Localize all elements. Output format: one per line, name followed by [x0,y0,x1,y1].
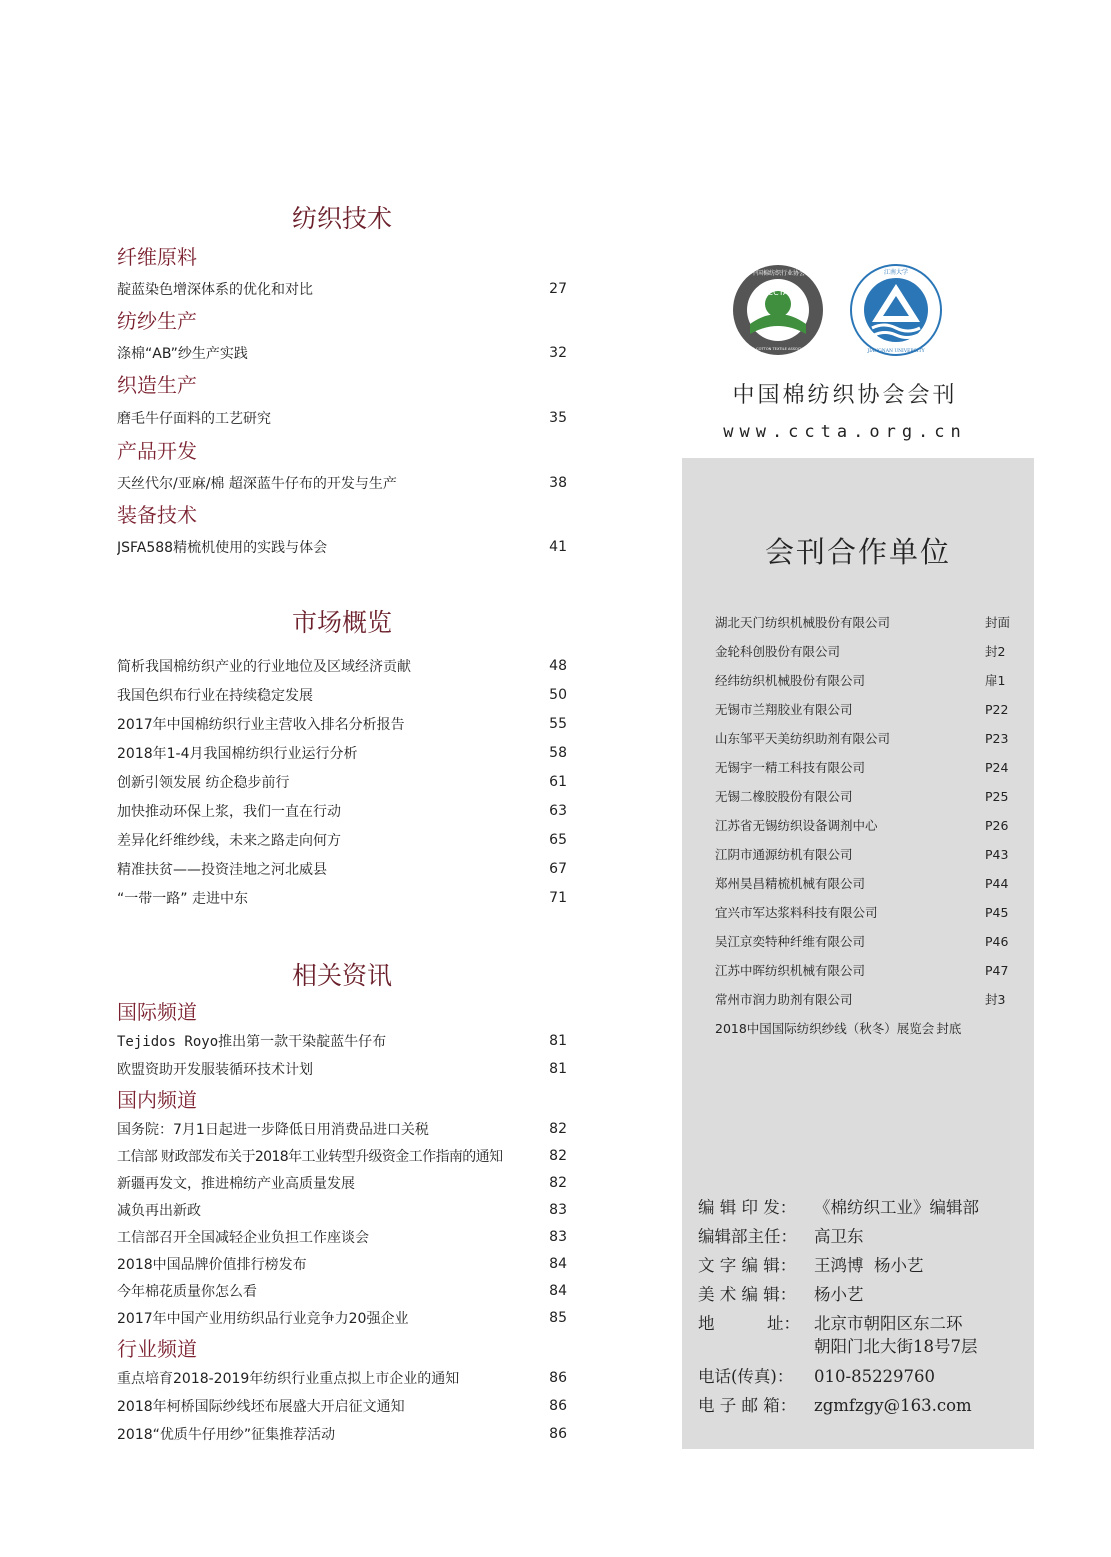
toc-entry[interactable] [117,825,567,854]
partner-name: 江苏省无锡纺织设备调剂中心 [715,818,878,833]
toc-entry[interactable] [117,1364,567,1392]
partner-position: P23 [985,731,1009,746]
address-line-2: 朝阳门北大街18号7层 [814,1337,978,1356]
toc-entry[interactable] [117,272,567,306]
toc-entry[interactable] [117,883,567,912]
partner-position: P43 [985,847,1009,862]
ccta-ring-text-top: 中国棉纺织行业协会 [750,270,806,277]
subhead-fiber: 纤维原料 [117,245,197,269]
partner-name: 山东邹平天美纺织助剂有限公司 [715,731,891,746]
credit-value: 010-85229760 [814,1367,936,1386]
toc-entry-title: 减负再出新政 [117,1202,201,1219]
toc-entry-title: 差异化纤维纱线，未来之路走向何方 [117,832,341,849]
partner-row [715,753,1015,782]
partner-name: 宜兴市军达浆料科技有限公司 [715,905,878,920]
subhead-industry: 行业频道 [117,1337,197,1361]
toc-entry-title: 2017年中国产业用纺织品行业竞争力20强企业 [117,1310,409,1327]
toc-entry[interactable] [117,400,567,436]
partners-title: 会刊合作单位 [764,535,951,569]
partner-row [715,811,1015,840]
partner-position: P25 [985,789,1009,804]
toc-entry-page: 83 [549,1201,567,1218]
toc-entry-title: 精准扶贫——投资洼地之河北威县 [117,861,327,878]
partners-list [715,608,1015,1043]
organization-url[interactable]: www.ccta.org.cn [723,422,967,442]
credit-value: 《棉纺织工业》编辑部 [814,1198,979,1217]
toc-entry-page: 58 [549,744,567,761]
toc-entry-page: 32 [549,345,567,361]
toc-entry-page: 67 [549,860,567,877]
toc-entry-title: 创新引领发展 纺企稳步前行 [117,774,290,791]
toc-entry-title: 今年棉花质量你怎么看 [117,1283,257,1300]
partner-position: 扉1 [985,673,1006,688]
editorial-credits [698,1193,1028,1420]
toc-entry-page: 82 [549,1174,567,1191]
toc-entry-title: 天丝代尔/亚麻/棉 超深蓝牛仔布的开发与生产 [117,476,397,492]
partner-position: P45 [985,905,1009,920]
address-line-1: 北京市朝阳区东二环 [814,1314,963,1333]
partner-name: 经纬纺织机械股份有限公司 [715,673,866,688]
toc-entry-page: 38 [549,475,567,491]
logo-group [732,264,942,356]
toc-entry[interactable] [117,1169,567,1196]
organization-name: 中国棉纺织协会会刊 [732,383,958,408]
toc-entry-title: 欧盟资助开发服装循环技术计划 [117,1062,313,1078]
credit-row-text-editors [698,1251,1028,1280]
toc-entry-page: 61 [549,773,567,790]
partner-row [715,695,1015,724]
partners-panel [682,458,1034,1449]
toc-entry[interactable] [117,796,567,825]
credit-label: 编辑部主任： [698,1227,797,1246]
toc-entry-title: 加快推动环保上浆，我们一直在行动 [117,803,341,820]
toc-entry[interactable] [117,1027,567,1055]
toc-entry[interactable] [117,530,567,564]
partner-name: 郑州昊昌精梳机械有限公司 [715,876,866,891]
partner-row [715,869,1015,898]
toc-entry[interactable] [117,466,567,500]
partner-row [715,956,1015,985]
toc-entry-page: 48 [549,657,567,674]
toc-entry-page: 85 [549,1309,567,1326]
partner-name: 金轮科创股份有限公司 [715,644,841,659]
ccta-label: CCTA [767,288,789,297]
toc-entry-title: 国务院：7月1日起进一步降低日用消费品进口关税 [117,1121,429,1138]
toc-entry[interactable] [117,1223,567,1250]
jiangnan-university-logo [850,264,942,356]
toc-entry-page: 86 [549,1398,567,1414]
partner-name: 常州市润力助剂有限公司 [715,992,853,1007]
credit-value [814,1309,978,1358]
toc-entry[interactable] [117,680,567,709]
credit-label: 文 字 编 辑： [698,1256,797,1275]
partner-name: 无锡二橡胶股份有限公司 [715,789,853,804]
partner-row [715,666,1015,695]
partner-row [715,608,1015,637]
toc-entry[interactable] [117,738,567,767]
partner-name: 无锡宇一精工科技有限公司 [715,760,866,775]
partner-row [715,927,1015,956]
toc-entry-page: 27 [549,281,567,297]
subhead-international: 国际频道 [117,1000,197,1024]
toc-entry-title: 新疆再发文，推进棉纺产业高质量发展 [117,1175,355,1192]
toc-entry-page: 55 [549,715,567,732]
toc-entry[interactable] [117,854,567,883]
toc-entry-title: 2018中国品牌价值排行榜发布 [117,1256,307,1273]
toc-entry-title: 重点培育2018-2019年纺织行业重点拟上市企业的通知 [117,1371,460,1387]
partner-position: P24 [985,760,1009,775]
toc-entry-title: 工信部 财政部发布关于2018年工业转型升级资金工作指南的通知 [117,1148,503,1165]
toc-entry[interactable] [117,1055,567,1083]
toc-entry-page: 71 [549,889,567,906]
credit-row-publisher [698,1193,1028,1222]
partner-name: 吴江京奕特种纤维有限公司 [715,934,866,949]
toc-entry[interactable] [117,336,567,370]
toc-entry-page: 63 [549,802,567,819]
toc-entry-title: “一带一路” 走进中东 [117,890,248,907]
partner-row [715,724,1015,753]
toc-entry[interactable] [117,1420,567,1448]
partner-position: P44 [985,876,1009,891]
toc-entry[interactable] [117,1196,567,1223]
credit-row-email [698,1391,1028,1420]
partner-position: P26 [985,818,1009,833]
partner-row [715,985,1015,1014]
section-title-tech: 纺织技术 [291,204,392,233]
credit-label: 美 术 编 辑： [698,1285,797,1304]
partner-row [715,840,1015,869]
jiangnan-ring-text-bottom: JIANGNAN UNIVERSITY [867,349,925,354]
toc-entry[interactable] [117,1304,567,1331]
credit-label: 地 址： [698,1314,800,1333]
credit-value: 杨小艺 [814,1285,864,1304]
toc-entry-page: 41 [549,539,567,555]
toc-entry[interactable] [117,651,567,680]
toc-entry[interactable] [117,1392,567,1420]
toc-entry-page: 83 [549,1228,567,1245]
toc-entry-page: 86 [549,1370,567,1386]
toc-entry[interactable] [117,767,567,796]
toc-entry-title: 涤棉“AB”纱生产实践 [117,346,248,362]
toc-entry-page: 81 [549,1061,567,1077]
toc-entry-title: 靛蓝染色增深体系的优化和对比 [117,282,313,298]
toc-entry[interactable] [117,1250,567,1277]
credit-row-director [698,1222,1028,1251]
toc-entry-page: 50 [549,686,567,703]
toc-entry-title: 磨毛牛仔面料的工艺研究 [117,411,271,427]
partner-name: 无锡市兰翔胶业有限公司 [715,702,853,717]
ccta-logo [732,264,824,356]
ccta-ring-text-bottom: CHINA COTTON TEXTILE ASSOCIATION [743,347,813,351]
credit-row-phone [698,1362,1028,1391]
toc-entry-title: JSFA588精梳机使用的实践与体会 [117,540,328,556]
partner-position: P22 [985,702,1009,717]
toc-entry[interactable] [117,1277,567,1304]
partner-position: P47 [985,963,1009,978]
partner-row [715,782,1015,811]
credit-row-art-editor [698,1280,1028,1309]
toc-entry-page: 65 [549,831,567,848]
subhead-domestic: 国内频道 [117,1088,197,1112]
table-of-contents [117,200,567,1448]
section-title-market: 市场概览 [291,608,392,637]
credit-label: 电 子 邮 箱： [698,1396,797,1415]
partner-position: 封面 [985,615,1011,630]
toc-entry[interactable] [117,1115,567,1142]
subhead-weaving: 织造生产 [117,373,197,397]
partner-name: 江苏中晖纺织机械有限公司 [715,963,866,978]
subhead-product: 产品开发 [117,439,197,463]
credit-value: 王鸿博 杨小艺 [814,1256,924,1275]
subhead-equipment: 装备技术 [117,503,197,527]
toc-entry-title: Tejidos Royo推出第一款干染靛蓝牛仔布 [117,1034,387,1050]
toc-entry-title: 2018年柯桥国际纱线坯布展盛大开启征文通知 [117,1399,405,1415]
toc-entry-title: 2017年中国棉纺织行业主营收入排名分析报告 [117,716,405,733]
section-title-news: 相关资讯 [291,961,392,990]
partner-position: P46 [985,934,1009,949]
partner-position: 封底 [936,1021,962,1036]
partner-position: 封3 [985,992,1006,1007]
subhead-spinning: 纺纱生产 [117,309,197,333]
credit-value[interactable]: zgmfzgy@163.com [814,1396,972,1415]
toc-entry[interactable] [117,1142,567,1169]
partner-position: 封2 [985,644,1006,659]
partner-name: 2018中国国际纺织纱线（秋冬）展览会 [715,1021,935,1036]
toc-entry-page: 84 [549,1255,567,1272]
toc-entry[interactable] [117,709,567,738]
credit-label: 电话(传真)： [698,1367,794,1386]
credit-value: 高卫东 [814,1227,864,1246]
partner-name: 湖北天门纺织机械股份有限公司 [715,615,891,630]
toc-entry-page: 84 [549,1282,567,1299]
toc-entry-page: 82 [549,1147,567,1164]
toc-entry-page: 86 [549,1426,567,1442]
toc-entry-title: 工信部召开全国减轻企业负担工作座谈会 [117,1229,369,1246]
toc-entry-title: 2018“优质牛仔用纱”征集推荐活动 [117,1427,336,1443]
partner-row [715,637,1015,666]
toc-entry-page: 81 [549,1033,567,1049]
toc-entry-page: 35 [549,410,567,426]
credit-label: 编 辑 印 发： [698,1198,797,1217]
partner-name: 江阴市通源纺机有限公司 [715,847,853,862]
partner-row [715,898,1015,927]
toc-entry-title: 2018年1-4月我国棉纺织行业运行分析 [117,745,358,762]
toc-entry-title: 我国色织布行业在持续稳定发展 [117,687,313,704]
credit-row-address [698,1309,1028,1358]
toc-entry-title: 简析我国棉纺织产业的行业地位及区域经济贡献 [117,658,411,675]
jiangnan-ring-text-top: 江南大学 [883,269,909,276]
partner-row [715,1014,1015,1043]
toc-entry-page: 82 [549,1120,567,1137]
